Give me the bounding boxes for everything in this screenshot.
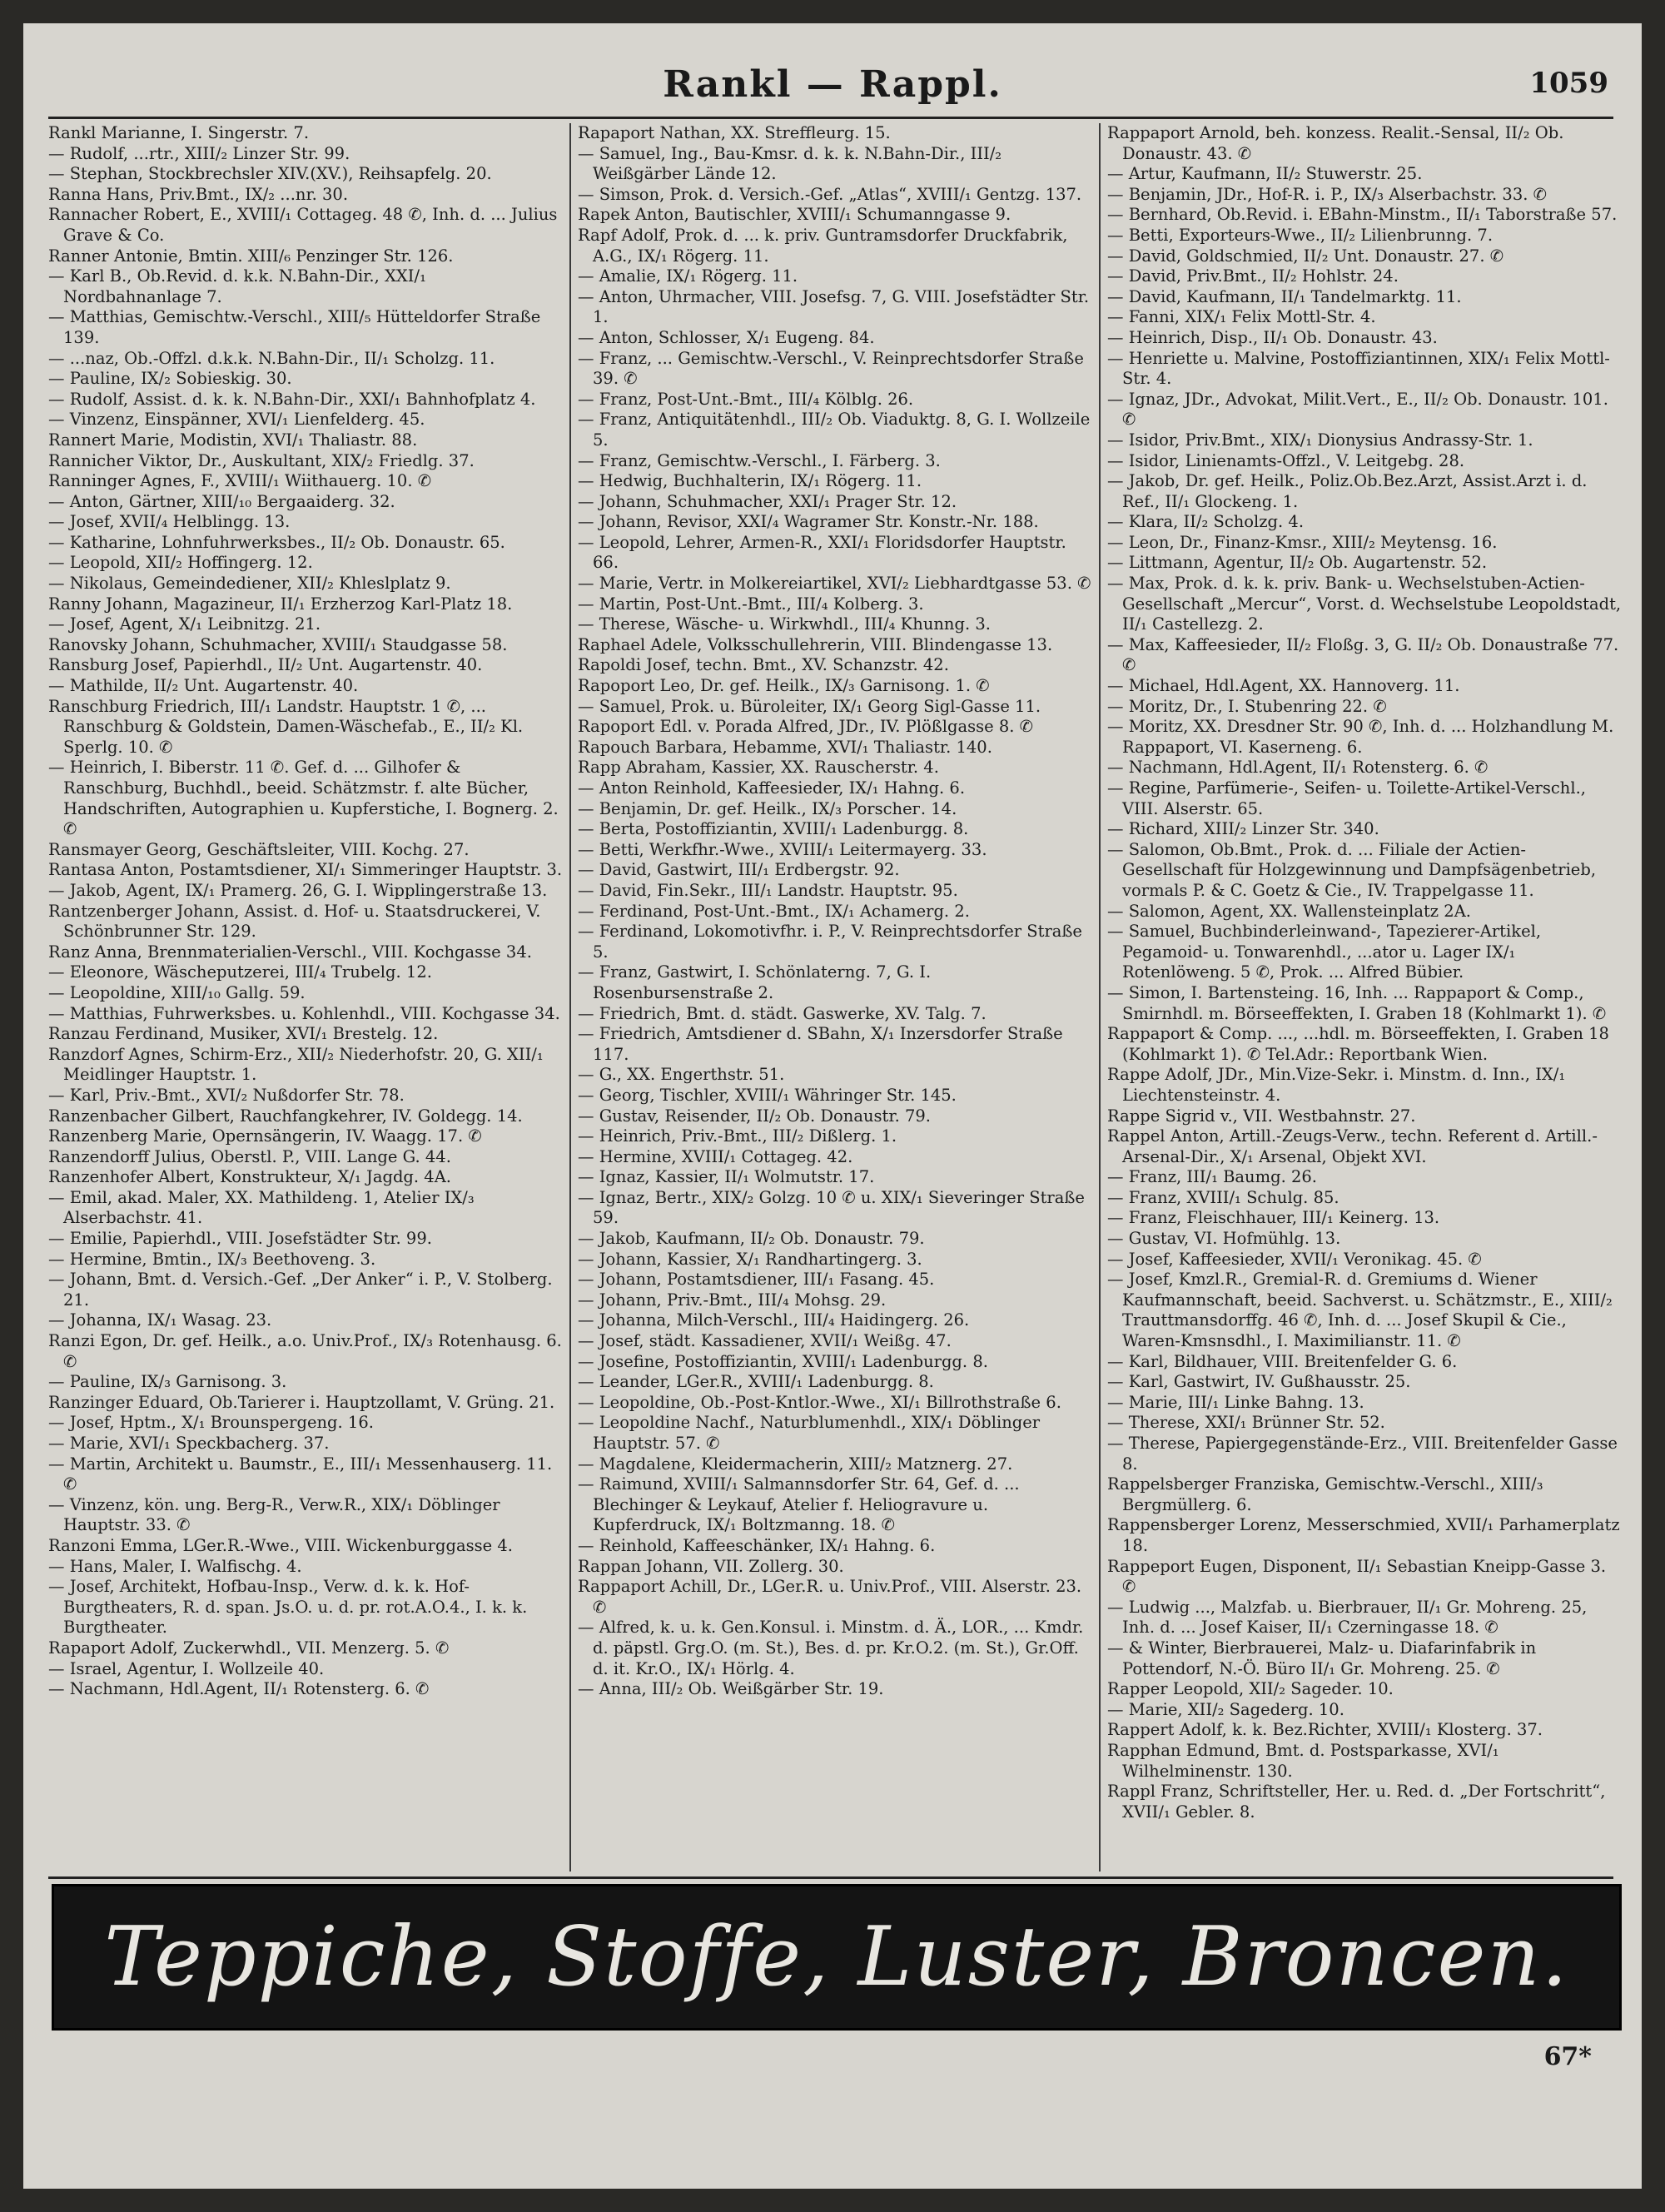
directory-entry: Rappl Franz, Schriftsteller, Her. u. Red. d. „Der Fortschritt“, XVII/₁ Gebler. 8. [1107, 1782, 1606, 1822]
directory-entry: — Mathilde, II/₂ Unt. Augartenstr. 40. [48, 676, 359, 696]
directory-entry: — Anna, III/₂ Ob. Weißgärber Str. 19. [578, 1679, 884, 1699]
directory-entry: Ranzinger Eduard, Ob.Tarierer i. Hauptzollamt, V. Grüng. 21. [48, 1392, 555, 1412]
directory-entry: — Friedrich, Bmt. d. städt. Gaswerke, XV. Talg. 7. [578, 1003, 987, 1023]
directory-entry: Rapoldi Josef, techn. Bmt., XV. Schanzstr. 42. [578, 655, 949, 675]
directory-entry: Rapphan Edmund, Bmt. d. Postsparkasse, XVI/₁ Wilhelminenstr. 130. [1107, 1740, 1499, 1781]
directory-entry: Rannacher Robert, E., XVIII/₁ Cottageg. 48 ✆, Inh. d. ... Julius Grave & Co. [48, 205, 558, 245]
directory-entry: — Betti, Werkfhr.-Wwe., XVIII/₁ Leitermayerg. 33. [578, 839, 987, 859]
directory-entry: — David, Gastwirt, III/₁ Erdbergstr. 92. [578, 860, 900, 880]
directory-entry: — Richard, XIII/₂ Linzer Str. 340. [1107, 819, 1379, 839]
page-header [23, 57, 1642, 115]
directory-entry: — Moritz, XX. Dresdner Str. 90 ✆, Inh. d. ... Holzhandlung M. Rappaport, VI. Kaserneng. 6. [1107, 717, 1614, 757]
directory-entry: — Michael, Hdl.Agent, XX. Hannoverg. 11. [1107, 676, 1460, 696]
directory-entry: — Samuel, Prok. u. Büroleiter, IX/₁ Georg Sigl-Gasse 11. [578, 696, 1041, 716]
directory-entry: — Therese, Wäsche- u. Wirkwhdl., III/₄ Khunng. 3. [578, 614, 991, 634]
directory-entry: — Simon, I. Bartensteing. 16, Inh. ... Rappaport & Comp., Smirnhdl. m. Börseeffekten, I. Graben 18 (Kohlmarkt 1). ✆ [1107, 982, 1607, 1023]
directory-entry: Rannicher Viktor, Dr., Auskultant, XIX/₂ Friedlg. 37. [48, 450, 475, 470]
directory-entry: — Franz, III/₁ Baumg. 26. [1107, 1167, 1317, 1187]
directory-entry: — Heinrich, I. Biberstr. 11 ✆. Gef. d. ... Gilhofer & Ranschburg, Buchhdl., beeid. Schätzmstr. f. alte Bücher, Handschriften, Autographien u. Kupferstiche, I. Bognerg. 2. ✆ [48, 758, 559, 839]
directory-entry: — Jakob, Kaufmann, II/₂ Ob. Donaustr. 79. [578, 1229, 925, 1249]
directory-entry: — Leopold, XII/₂ Hoffingerg. 12. [48, 553, 313, 573]
directory-entry: — Josef, Architekt, Hofbau-Insp., Verw. d. k. k. Hof-Burgtheaters, R. d. span. Js.O. u. d. pr. rot.A.O.4., I. k. k. Burgtheater. [48, 1577, 528, 1638]
directory-entry: — Samuel, Ing., Bau-Kmsr. d. k. k. N.Bahn-Dir., III/₂ Weißgärber Lände 12. [578, 143, 1002, 184]
directory-entry: Rapek Anton, Bautischler, XVIII/₁ Schumanngasse 9. [578, 205, 1011, 225]
directory-entry: Rapaport Adolf, Zuckerwhdl., VII. Menzerg. 5. ✆ [48, 1638, 450, 1658]
directory-entry: — Betti, Exporteurs-Wwe., II/₂ Lilienbrunng. 7. [1107, 225, 1494, 245]
directory-entry: — Therese, Papiergegenstände-Erz., VIII. Breitenfelder Gasse 8. [1107, 1434, 1618, 1474]
footer-rule [48, 1876, 1613, 1879]
directory-entry: — Anton, Uhrmacher, VIII. Josefsg. 7, G. VIII. Josefstädter Str. 1. [578, 286, 1090, 327]
directory-entry: — G., XX. Engerthstr. 51. [578, 1065, 785, 1085]
page-number: 1059 [1529, 67, 1608, 100]
directory-entry: — Pauline, IX/₂ Sobieskig. 30. [48, 369, 292, 389]
directory-entry: Rapper Leopold, XII/₂ Sageder. 10. [1107, 1679, 1394, 1699]
directory-entry: — Marie, Vertr. in Molkereiartikel, XVI/₂ Liebhardtgasse 53. ✆ [578, 574, 1091, 594]
directory-entry: — Ignaz, Bertr., XIX/₂ Golzg. 10 ✆ u. XIX/₁ Sieveringer Straße 59. [578, 1187, 1085, 1228]
directory-entry: — Josefine, Postoffiziantin, XVIII/₁ Ladenburgg. 8. [578, 1351, 988, 1371]
directory-entry: — David, Priv.Bmt., II/₂ Hohlstr. 24. [1107, 266, 1399, 286]
directory-entry: Rappaport & Comp. ..., ...hdl. m. Börseeffekten, I. Graben 18 (Kohlmarkt 1). ✆ Tel.Adr.: Reportbank Wien. [1107, 1024, 1609, 1064]
directory-entry: Ranovsky Johann, Schuhmacher, XVIII/₁ Staudgasse 58. [48, 634, 508, 654]
directory-entry: — Isidor, Priv.Bmt., XIX/₁ Dionysius Andrassy-Str. 1. [1107, 430, 1533, 450]
directory-entry: — Moritz, Dr., I. Stubenring 22. ✆ [1107, 696, 1387, 716]
directory-entry: — Leon, Dr., Finanz-Kmsr., XIII/₂ Meytensg. 16. [1107, 532, 1498, 552]
directory-entry: — Pauline, IX/₃ Garnisong. 3. [48, 1372, 287, 1392]
directory-entry: — David, Goldschmied, II/₂ Unt. Donaustr. 27. ✆ [1107, 246, 1504, 266]
directory-entry: Rappelsberger Franziska, Gemischtw.-Verschl., XIII/₃ Bergmüllerg. 6. [1107, 1474, 1543, 1514]
directory-entry: — Heinrich, Priv.-Bmt., III/₂ Dißlerg. 1. [578, 1126, 897, 1146]
directory-entry: — Salomon, Agent, XX. Wallensteinplatz 2A. [1107, 901, 1471, 921]
directory-entry: — Franz, Gastwirt, I. Schönlaterng. 7, G. I. Rosenbursenstraße 2. [578, 962, 932, 1002]
directory-entry: — Johann, Schuhmacher, XXI/₁ Prager Str. 12. [578, 491, 957, 511]
directory-entry: — Anton, Schlosser, X/₁ Eugeng. 84. [578, 327, 875, 347]
directory-entry: — Henriette u. Malvine, Postoffiziantinnen, XIX/₁ Felix Mottl-Str. 4. [1107, 348, 1610, 389]
directory-entry: — Hermine, Bmtin., IX/₃ Beethoveng. 3. [48, 1249, 376, 1269]
directory-entry: — Ferdinand, Post-Unt.-Bmt., IX/₁ Achamerg. 2. [578, 901, 970, 921]
directory-entry: — Rudolf, ...rtr., XIII/₂ Linzer Str. 99. [48, 143, 350, 163]
header-rule [48, 117, 1613, 119]
directory-entry: Rapoport Leo, Dr. gef. Heilk., IX/₃ Garnisong. 1. ✆ [578, 676, 990, 696]
directory-entry: — Ignaz, JDr., Advokat, Milit.Vert., E., II/₂ Ob. Donaustr. 101. ✆ [1107, 389, 1608, 430]
directory-entry: — Martin, Post-Unt.-Bmt., III/₄ Kolberg. 3. [578, 594, 924, 614]
signature-mark: 67* [1543, 2042, 1592, 2071]
directory-entry: — Ludwig ..., Malzfab. u. Bierbrauer, II/₁ Gr. Mohreng. 25, Inh. d. ... Josef Kaiser, II/₁ Czerningasse 18. ✆ [1107, 1597, 1588, 1638]
directory-entry: — Johann, Postamtsdiener, III/₁ Fasang. 45. [578, 1270, 935, 1290]
directory-entry: Rapouch Barbara, Hebamme, XVI/₁ Thaliastr. 140. [578, 737, 992, 757]
directory-entry: Ranzdorf Agnes, Schirm-Erz., XII/₂ Niederhofstr. 20, G. XII/₁ Meidlinger Hauptstr. 1. [48, 1044, 544, 1085]
directory-entry: Rapf Adolf, Prok. d. ... k. priv. Guntramsdorfer Druckfabrik, A.G., IX/₁ Rögerg. 11. [578, 225, 1068, 266]
directory-entry: — Littmann, Agentur, II/₂ Ob. Augartenstr. 52. [1107, 553, 1488, 573]
directory-entry: — Bernhard, Ob.Revid. i. EBahn-Minstm., II/₁ Taborstraße 57. [1107, 205, 1618, 225]
directory-entry: Rappan Johann, VII. Zollerg. 30. [578, 1556, 844, 1576]
directory-entry: Rannert Marie, Modistin, XVI/₁ Thaliastr. 88. [48, 430, 418, 450]
directory-entry: — Nachmann, Hdl.Agent, II/₁ Rotensterg. 6. ✆ [48, 1679, 430, 1699]
directory-entry: — Karl, Priv.-Bmt., XVI/₂ Nußdorfer Str. 78. [48, 1085, 405, 1105]
directory-entry: — Josef, Agent, X/₁ Leibnitzg. 21. [48, 614, 321, 634]
directory-entry: — Jakob, Dr. gef. Heilk., Poliz.Ob.Bez.Arzt, Assist.Arzt i. d. Ref., II/₁ Glockeng. 1. [1107, 471, 1588, 511]
directory-entry: Rappensberger Lorenz, Messerschmied, XVII/₁ Parhamerplatz 18. [1107, 1515, 1620, 1555]
directory-entry: — Salomon, Ob.Bmt., Prok. d. ... Filiale der Actien-Gesellschaft für Holzgewinnung und Dampfsägenbetrieb, vormals P. & C. Goetz & Cie., IV. Trappelgasse 11. [1107, 839, 1597, 900]
directory-entry: — Josef, Hptm., X/₁ Brounspergeng. 16. [48, 1413, 374, 1433]
directory-entry: — Benjamin, JDr., Hof-R. i. P., IX/₃ Alserbachstr. 33. ✆ [1107, 184, 1547, 204]
directory-entry: — Friedrich, Amtsdiener d. SBahn, X/₁ Inzersdorfer Straße 117. [578, 1024, 1063, 1064]
directory-entry: — Josef, Kaffeesieder, XVII/₁ Veronikag. 45. ✆ [1107, 1249, 1482, 1269]
directory-entry: — Emil, akad. Maler, XX. Mathildeng. 1, Atelier IX/₃ Alserbachstr. 41. [48, 1187, 475, 1228]
directory-entry: Rantasa Anton, Postamtsdiener, XI/₁ Simmeringer Hauptstr. 3. [48, 860, 563, 880]
directory-entry: Rapoport Edl. v. Porada Alfred, JDr., IV. Plößlgasse 8. ✆ [578, 717, 1033, 737]
directory-entry: — Simson, Prok. d. Versich.-Gef. „Atlas“, XVIII/₁ Gentzg. 137. [578, 184, 1082, 204]
directory-entry: Ranner Antonie, Bmtin. XIII/₆ Penzinger Str. 126. [48, 246, 454, 266]
directory-entry: — ...naz, Ob.-Offzl. d.k.k. N.Bahn-Dir., II/₁ Scholzg. 11. [48, 348, 495, 368]
directory-entry: — Artur, Kaufmann, II/₂ Stuwerstr. 25. [1107, 164, 1423, 184]
directory-entry: — Marie, XII/₂ Sagederg. 10. [1107, 1699, 1344, 1719]
directory-entry: Rappe Sigrid v., VII. Westbahnstr. 27. [1107, 1106, 1416, 1126]
column-2 [578, 123, 1094, 1872]
directory-entry: Ransburg Josef, Papierhdl., II/₂ Unt. Augartenstr. 40. [48, 655, 483, 675]
directory-entry: — Franz, ... Gemischtw.-Verschl., V. Reinprechtsdorfer Straße 39. ✆ [578, 348, 1084, 389]
directory-entry: Rappel Anton, Artill.-Zeugs-Verw., techn. Referent d. Artill.-Arsenal-Dir., X/₁ Arsenal, Objekt XVI. [1107, 1126, 1598, 1166]
directory-entry: Ranzoni Emma, LGer.R.-Wwe., VIII. Wickenburggasse 4. [48, 1535, 513, 1555]
directory-entry: — Hermine, XVIII/₁ Cottageg. 42. [578, 1146, 853, 1166]
column-3 [1107, 123, 1622, 1872]
directory-entry: Ranzenbacher Gilbert, Rauchfangkehrer, IV. Goldegg. 14. [48, 1106, 523, 1126]
directory-entry: — Anton, Gärtner, XIII/₁₀ Bergaaiderg. 32. [48, 491, 395, 511]
column-divider [1099, 123, 1101, 1872]
directory-entry: — David, Fin.Sekr., III/₁ Landstr. Hauptstr. 95. [578, 880, 958, 900]
directory-entry: — Nachmann, Hdl.Agent, II/₁ Rotensterg. 6. ✆ [1107, 758, 1489, 778]
directory-entry: — Franz, Post-Unt.-Bmt., III/₄ Kölblg. 26. [578, 389, 914, 409]
directory-entry: — Vinzenz, kön. ung. Berg-R., Verw.R., XIX/₁ Döblinger Hauptstr. 33. ✆ [48, 1494, 500, 1535]
directory-entry: — Franz, Gemischtw.-Verschl., I. Färberg. 3. [578, 450, 941, 470]
directory-entry: Ranschburg Friedrich, III/₁ Landstr. Hauptstr. 1 ✆, ... Ranschburg & Goldstein, Damen-Wäschefab., E., II/₂ Kl. Sperlg. 10. ✆ [48, 696, 524, 757]
directory-entry: — Nikolaus, Gemeindediener, XII/₂ Khleslplatz 9. [48, 574, 451, 594]
directory-entry: — Fanni, XIX/₁ Felix Mottl-Str. 4. [1107, 307, 1376, 327]
directory-entry: Ranzendorff Julius, Oberstl. P., VIII. Lange G. 44. [48, 1146, 451, 1166]
directory-entry: — Berta, Postoffiziantin, XVIII/₁ Ladenburgg. 8. [578, 819, 969, 839]
directory-entry: — Therese, XXI/₁ Brünner Str. 52. [1107, 1413, 1385, 1433]
directory-entry: — Heinrich, Disp., II/₁ Ob. Donaustr. 43. [1107, 327, 1438, 347]
advertisement-text: Teppiche, Stoffe, Luster, Broncen. [104, 1910, 1569, 2005]
directory-entry: Ranzenhofer Albert, Konstrukteur, X/₁ Jagdg. 4A. [48, 1167, 451, 1187]
directory-entry: Rappe Adolf, JDr., Min.Vize-Sekr. i. Minstm. d. Inn., IX/₁ Liechtensteinstr. 4. [1107, 1065, 1566, 1105]
directory-entry: — Josef, Kmzl.R., Gremial-R. d. Gremiums d. Wiener Kaufmannschaft, beeid. Sachverst. u. Schätzmstr., E., XIII/₂ Trauttmansdorffg. 46 ✆, Inh. d. ... Josef Skupil & Cie., Waren-Kmsnsdhl., I. Maximilianstr. 11. ✆ [1107, 1270, 1613, 1351]
directory-entry: — Marie, XVI/₁ Speckbacherg. 37. [48, 1434, 330, 1453]
directory-entry: — Emilie, Papierhdl., VIII. Josefstädter Str. 99. [48, 1229, 432, 1249]
directory-entry: Rapaport Nathan, XX. Streffleurg. 15. [578, 123, 891, 142]
directory-entry: — Amalie, IX/₁ Rögerg. 11. [578, 266, 798, 286]
directory-entry: — Eleonore, Wäscheputzerei, III/₄ Trubelg. 12. [48, 962, 432, 982]
directory-entry: — Raimund, XVIII/₁ Salmannsdorfer Str. 64, Gef. d. ... Blechinger & Leykauf, Atelier f. Heliogravure u. Kupferdruck, IX/₁ Boltzmanng. 18. ✆ [578, 1474, 1020, 1535]
directory-entry: — Hedwig, Buchhalterin, IX/₁ Rögerg. 11. [578, 471, 922, 491]
directory-entry: — Israel, Agentur, I. Wollzeile 40. [48, 1658, 325, 1678]
directory-entry: — Josef, XVII/₄ Helblingg. 13. [48, 512, 291, 532]
directory-entry: Ransmayer Georg, Geschäftsleiter, VIII. Kochg. 27. [48, 839, 470, 859]
directory-entry: — Reinhold, Kaffeeschänker, IX/₁ Hahng. 6. [578, 1535, 936, 1555]
directory-columns [48, 123, 1622, 1872]
directory-entry: — Georg, Tischler, XVIII/₁ Währinger Str. 145. [578, 1085, 957, 1105]
directory-entry: Ranzi Egon, Dr. gef. Heilk., a.o. Univ.Prof., IX/₃ Rotenhausg. 6. ✆ [48, 1331, 562, 1371]
directory-entry: — Max, Kaffeesieder, II/₂ Floßg. 3, G. II/₂ Ob. Donaustraße 77. ✆ [1107, 634, 1619, 675]
directory-entry: — Matthias, Fuhrwerksbes. u. Kohlenhdl., VIII. Kochgasse 34. [48, 1003, 560, 1023]
directory-entry: — Gustav, VI. Hofmühlg. 13. [1107, 1229, 1341, 1249]
directory-entry: — Jakob, Agent, IX/₁ Pramerg. 26, G. I. Wipplingerstraße 13. [48, 880, 548, 900]
directory-entry: — Ignaz, Kassier, II/₁ Wolmutstr. 17. [578, 1167, 875, 1187]
directory-entry: Rappert Adolf, k. k. Bez.Richter, XVIII/₁ Klosterg. 37. [1107, 1720, 1543, 1740]
directory-page [23, 23, 1642, 2189]
directory-entry: — Karl, Gastwirt, IV. Gußhausstr. 25. [1107, 1372, 1411, 1392]
directory-entry: — Magdalene, Kleidermacherin, XIII/₂ Matznerg. 27. [578, 1454, 1013, 1474]
running-title: Rankl — Rappl. [663, 63, 1002, 106]
directory-entry: — Leopoldine Nachf., Naturblumenhdl., XIX/₁ Döblinger Hauptstr. 57. ✆ [578, 1413, 1041, 1453]
directory-entry: — Johann, Kassier, X/₁ Randhartingerg. 3. [578, 1249, 922, 1269]
column-divider [569, 123, 571, 1872]
directory-entry: — Leopold, Lehrer, Armen-R., XXI/₁ Floridsdorfer Hauptstr. 66. [578, 532, 1066, 573]
directory-entry: — Ferdinand, Lokomotivfhr. i. P., V. Reinprechtsdorfer Straße 5. [578, 922, 1082, 962]
directory-entry: Rappaport Achill, Dr., LGer.R. u. Univ.Prof., VIII. Alserstr. 23. ✆ [578, 1577, 1082, 1617]
column-1 [48, 123, 564, 1872]
directory-entry: — Isidor, Linienamts-Offzl., V. Leitgebg. 28. [1107, 450, 1465, 470]
directory-entry: Ranzenberg Marie, Opernsängerin, IV. Waagg. 17. ✆ [48, 1126, 482, 1146]
directory-entry: — Johanna, IX/₁ Wasag. 23. [48, 1310, 272, 1330]
directory-entry: — & Winter, Bierbrauerei, Malz- u. Diafarinfabrik in Pottendorf, N.-Ö. Büro II/₁ Gr. Mohreng. 25. ✆ [1107, 1638, 1537, 1678]
directory-entry: — Rudolf, Assist. d. k. k. N.Bahn-Dir., XXI/₁ Bahnhofplatz 4. [48, 389, 536, 409]
directory-entry: Ranninger Agnes, F., XVIII/₁ Wiithauerg. 10. ✆ [48, 471, 432, 491]
directory-entry: — Johanna, Milch-Verschl., III/₄ Haidingerg. 26. [578, 1310, 970, 1330]
directory-entry: Ranzau Ferdinand, Musiker, XVI/₁ Brestelg. 12. [48, 1024, 439, 1044]
directory-entry: — Hans, Maler, I. Walfischg. 4. [48, 1556, 302, 1576]
directory-entry: Rappaport Arnold, beh. konzess. Realit.-Sensal, II/₂ Ob. Donaustr. 43. ✆ [1107, 123, 1564, 163]
directory-entry: — Samuel, Buchbinderleinwand-, Tapezierer-Artikel, Pegamoid- u. Tonwarenhdl., ...ator u. Lager IX/₁ Rotenlöweng. 5 ✆, Prok. ... Alfred Bübier. [1107, 922, 1542, 982]
directory-entry: — Klara, II/₂ Scholzg. 4. [1107, 512, 1305, 532]
directory-entry: — Josef, städt. Kassadiener, XVII/₁ Weißg. 47. [578, 1331, 952, 1351]
directory-entry: — Katharine, Lohnfuhrwerksbes., II/₂ Ob. Donaustr. 65. [48, 532, 505, 552]
directory-entry: Ranna Hans, Priv.Bmt., IX/₂ ...nr. 30. [48, 184, 349, 204]
directory-entry: — Stephan, Stockbrechsler XIV.(XV.), Reihsapfelg. 20. [48, 164, 492, 184]
directory-entry: — Regine, Parfümerie-, Seifen- u. Toilette-Artikel-Verschl., VIII. Alserstr. 65. [1107, 778, 1586, 818]
directory-entry: — Max, Prok. d. k. k. priv. Bank- u. Wechselstuben-Actien-Gesellschaft „Mercur“, Vorst. d. Wechselstube Leopoldstadt, II/₁ Castellezg. 2. [1107, 574, 1622, 634]
directory-entry: Rapp Abraham, Kassier, XX. Rauscherstr. 4. [578, 758, 939, 778]
directory-entry: — Anton Reinhold, Kaffeesieder, IX/₁ Hahng. 6. [578, 778, 966, 798]
directory-entry: — Leopoldine, Ob.-Post-Kntlor.-Wwe., XI/₁ Billrothstraße 6. [578, 1392, 1061, 1412]
directory-entry: — Matthias, Gemischtw.-Verschl., XIII/₅ Hütteldorfer Straße 139. [48, 307, 541, 347]
directory-entry: — Benjamin, Dr. gef. Heilk., IX/₃ Porschег. 14. [578, 798, 957, 818]
directory-entry: — Gustav, Reisender, II/₂ Ob. Donaustr. 79. [578, 1106, 931, 1126]
directory-entry: — Karl B., Ob.Revid. d. k.k. N.Bahn-Dir., XXI/₁ Nordbahnanlage 7. [48, 266, 426, 306]
directory-entry: — Martin, Architekt u. Baumstr., E., III/₁ Messenhauserg. 11. ✆ [48, 1454, 553, 1494]
directory-entry: — Johann, Bmt. d. Versich.-Gef. „Der Anker“ i. P., V. Stolberg. 21. [48, 1270, 553, 1310]
directory-entry: — Franz, XVIII/₁ Schulg. 85. [1107, 1187, 1339, 1207]
advertisement-banner [52, 1884, 1622, 2031]
directory-entry: Rantzenberger Johann, Assist. d. Hof- u. Staatsdruckerei, V. Schönbrunner Str. 129. [48, 901, 541, 942]
directory-entry: — Franz, Fleischhauer, III/₁ Keinerg. 13. [1107, 1208, 1440, 1228]
directory-entry: — David, Kaufmann, II/₁ Tandelmarktg. 11. [1107, 286, 1462, 306]
directory-entry: Raphael Adele, Volksschullehrerin, VIII. Blindengasse 13. [578, 634, 1053, 654]
directory-entry: — Leopoldine, XIII/₁₀ Gallg. 59. [48, 982, 306, 1002]
directory-entry: — Alfred, k. u. k. Gen.Konsul. i. Minstm. d. Ä., LOR., ... Kmdr. d. päpstl. Grg.O. (m. St.), Bes. d. pr. Kr.O.2. (m. St.), Gr.Off. d. it. Kr.O., IX/₁ Hörlg. 4. [578, 1618, 1084, 1678]
directory-entry: — Franz, Antiquitätenhdl., III/₂ Ob. Viaduktg. 8, G. I. Wollzeile 5. [578, 410, 1091, 450]
directory-entry: — Marie, III/₁ Linke Bahng. 13. [1107, 1392, 1364, 1412]
directory-entry: Ranny Johann, Magazineur, II/₁ Erzherzog Karl-Platz 18. [48, 594, 513, 614]
directory-entry: Ranz Anna, Brennmaterialien-Verschl., VIII. Kochgasse 34. [48, 942, 532, 962]
directory-entry: Rappeport Eugen, Disponent, II/₁ Sebastian Kneipp-Gasse 3. ✆ [1107, 1556, 1607, 1597]
directory-entry: — Vinzenz, Einspänner, XVI/₁ Lienfelderg. 45. [48, 410, 425, 430]
directory-entry: — Johann, Revisor, XXI/₄ Wagramer Str. Konstr.-Nr. 188. [578, 512, 1039, 532]
directory-entry: — Johann, Priv.-Bmt., III/₄ Mohsg. 29. [578, 1290, 887, 1310]
directory-entry: — Karl, Bildhauer, VIII. Breitenfelder G. 6. [1107, 1351, 1458, 1371]
directory-entry: Rankl Marianne, I. Singerstr. 7. [48, 123, 310, 142]
directory-entry: — Leander, LGer.R., XVIII/₁ Ladenburgg. 8. [578, 1372, 934, 1392]
